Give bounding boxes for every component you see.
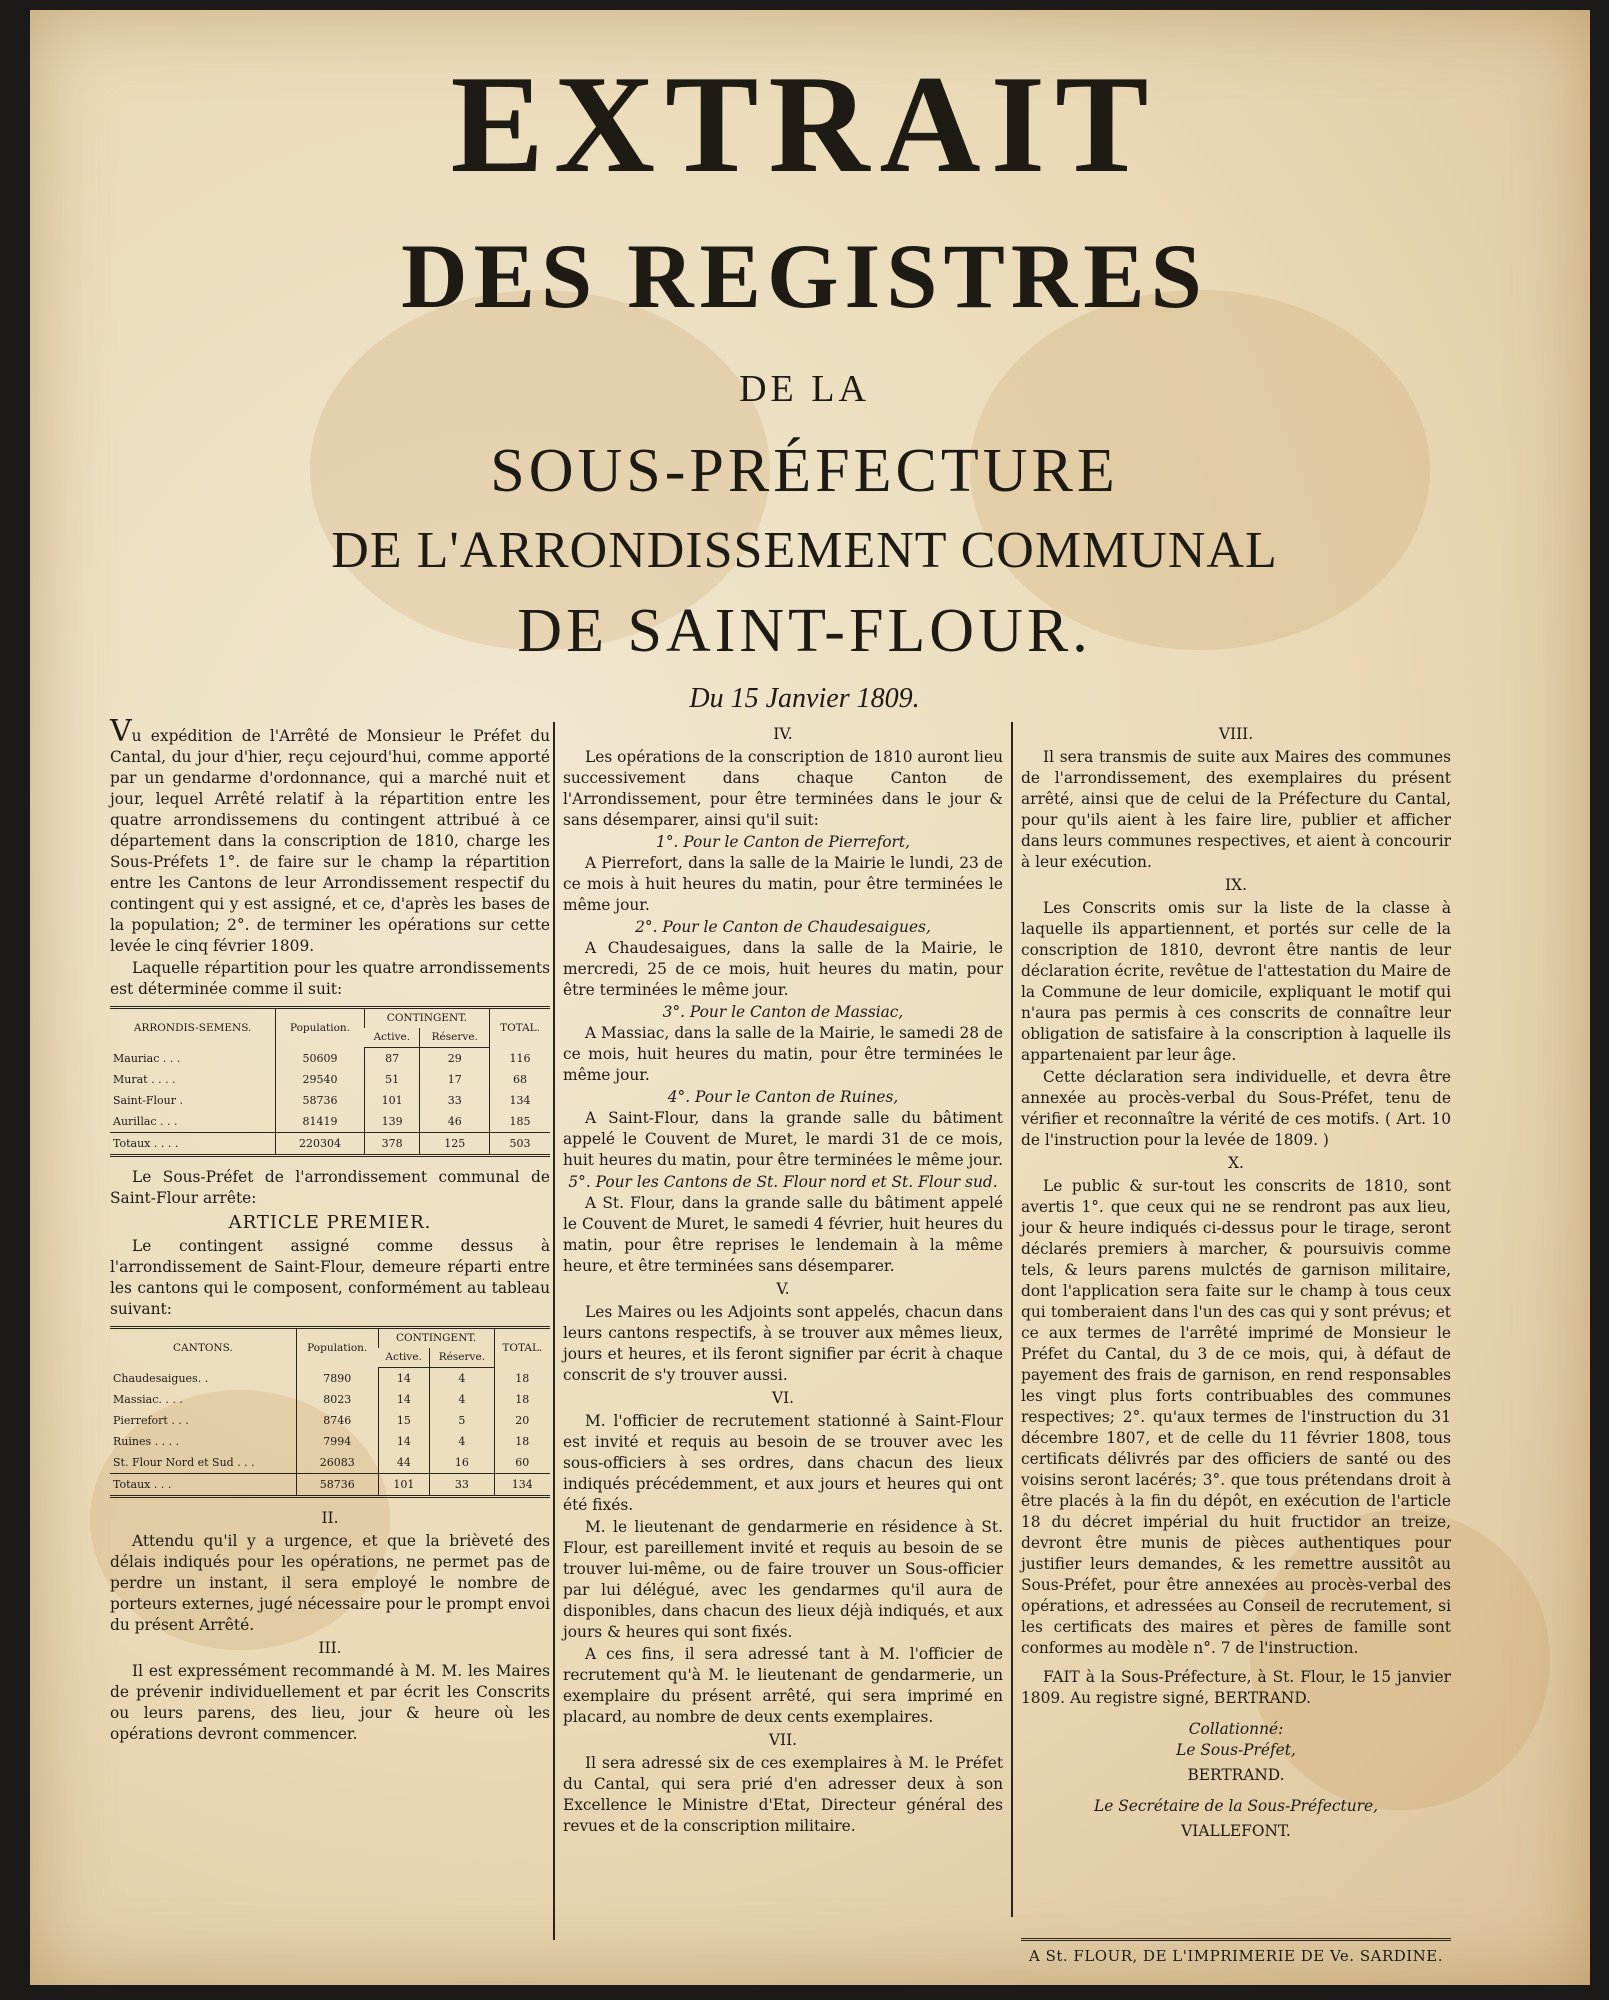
cell-active: 44 [378, 1452, 430, 1474]
column-rule [1011, 722, 1013, 1917]
cell-reserve: 5 [430, 1410, 494, 1431]
cell-active: 14 [378, 1368, 430, 1390]
arrondissements-table [110, 1006, 550, 1157]
paragraph: A ces fins, il sera adressé tant à M. l'officier de recrutement qu'à M. le lieutenant de gendarmerie, un exemplaire du présent arrêté, qui sera imprimé en placard, au nombre de deux cents exemplaires. [563, 1645, 1003, 1726]
col-header-reserve: Réserve. [420, 1028, 490, 1048]
col-header-name: CANTONS. [173, 1341, 233, 1354]
cell-total: 68 [490, 1069, 550, 1090]
table-row [110, 1368, 550, 1390]
canton-subheading: 5°. Pour les Cantons de St. Flour nord et St. Flour sud. [568, 1173, 998, 1191]
signature-bertrand: BERTRAND. [1187, 1766, 1285, 1784]
intro-paragraph [110, 714, 550, 957]
table-row [110, 1389, 550, 1410]
cell-name: Totaux . . . . [110, 1133, 276, 1156]
cell-name: Murat . . . . [113, 1073, 176, 1086]
article-heading: ARTICLE PREMIER. [228, 1212, 432, 1233]
cell-population: 29540 [276, 1069, 364, 1090]
article-heading: III. [318, 1639, 342, 1657]
cell-reserve: 46 [420, 1111, 490, 1133]
sous-prefet-label [1021, 1740, 1451, 1761]
cell-population: 58736 [276, 1090, 364, 1111]
col-header-active: Active. [378, 1348, 430, 1368]
cell-total: 116 [490, 1048, 550, 1070]
title-sous-prefecture: SOUS-PRÉFECTURE [490, 437, 1119, 505]
cell-name: Aurillac . . . [113, 1115, 178, 1128]
canton-subheading: 1°. Pour le Canton de Pierrefort, [656, 833, 910, 851]
intro-text: u expédition de l'Arrêté de Monsieur le Préfet du Cantal, du jour d'hier, reçu cejourd'hui, comme apporté par un gendarme d'ordonnance, qui a marché nuit et jour, lequel Arrêté relatif à la répartition entre les quatre arrondissemens du contingent attribué à ce département dans la conscription de 1810, charge les Sous-Préfets 1°. de faire sur le champ la répartition entre les Cantons de leur Arrondissement respectif du contingent qui y est assigné, et ce, d'après les bases de la population; 2°. de terminer les opérations sur cette levée le cinq février 1809. [110, 727, 550, 955]
article-heading: IV. [773, 725, 793, 743]
col-header-total: TOTAL. [490, 1008, 550, 1048]
article-heading: VIII. [1218, 725, 1254, 743]
cell-total: 18 [494, 1431, 550, 1452]
table-row [110, 1431, 550, 1452]
article-heading: V. [776, 1280, 790, 1298]
col-header-contingent: CONTINGENT. [378, 1328, 494, 1349]
article-heading: VI. [771, 1389, 795, 1407]
col-header-contingent: CONTINGENT. [364, 1008, 489, 1029]
table-row [110, 1111, 550, 1133]
title-saint-flour: DE SAINT-FLOUR. [517, 597, 1092, 665]
cell-reserve: 33 [430, 1474, 494, 1497]
paragraph: Le Sous-Préfet de l'arrondissement communal de Saint-Flour arrête: [110, 1168, 550, 1207]
column-rule [553, 722, 555, 1940]
column-1 [110, 714, 550, 1746]
cell-population: 58736 [296, 1474, 378, 1497]
cell-reserve: 4 [430, 1368, 494, 1390]
cell-total: 134 [494, 1474, 550, 1497]
title-de-la: DE LA [739, 368, 870, 410]
col-header-reserve: Réserve. [430, 1348, 494, 1368]
paragraph: M. l'officier de recrutement stationné à Saint-Flour est invité et requis au besoin de se trouver avec les sous-officiers à ses ordres, dans chacun des lieux indiqués précédemment, et aux jours et heures qui ont été fixés. [563, 1412, 1003, 1514]
title-arrondissement: DE L'ARRONDISSEMENT COMMUNAL [331, 522, 1278, 579]
cell-active: 14 [378, 1389, 430, 1410]
title-extrait: EXTRAIT [450, 47, 1159, 202]
paragraph: Les opérations de la conscription de 1810 auront lieu successivement dans chaque Canton de l'Arrondissement, pour être terminées dans le jour & sans désemparer, ainsi qu'il suit: [563, 748, 1003, 829]
table-row [110, 1452, 550, 1474]
column-3 [1021, 722, 1451, 1842]
cell-name: Saint-Flour . [113, 1094, 183, 1107]
article-heading: II. [321, 1509, 339, 1527]
cell-total: 185 [490, 1111, 550, 1133]
cell-population: 50609 [276, 1048, 364, 1070]
cell-population: 81419 [276, 1111, 364, 1133]
cell-name: Chaudesaigues. . [113, 1371, 209, 1385]
cell-population: 8746 [296, 1410, 378, 1431]
cell-population: 7890 [296, 1368, 378, 1390]
column-2 [563, 722, 1003, 1838]
paragraph: Les Maires ou les Adjoints sont appelés, chacun dans leurs cantons respectifs, à se trouver aux mêmes lieux, jours et heures, et ils feront signifier par écrit à chaque conscrit de s'y trouver aussi. [563, 1303, 1003, 1384]
cell-active: 101 [378, 1474, 430, 1497]
cell-active: 87 [364, 1048, 420, 1070]
table-total-row [110, 1474, 550, 1497]
table-row [110, 1090, 550, 1111]
cell-name: St. Flour Nord et Sud . . . [113, 1456, 255, 1469]
cell-name: Ruines . . . . [113, 1435, 180, 1448]
paragraph: A St. Flour, dans la grande salle du bâtiment appelé le Couvent de Muret, le samedi 4 février, huit heures du matin, pour être reprises le lendemain à la même heure, et être terminées sans désemparer. [563, 1194, 1003, 1275]
paragraph: Il sera adressé six de ces exemplaires à M. le Préfet du Cantal, qui sera prié d'en adresser deux à son Excellence le Ministre d'Etat, Directeur général des revues et de la conscription militaire. [563, 1754, 1003, 1835]
cell-active: 139 [364, 1111, 420, 1133]
paragraph: Laquelle répartition pour les quatre arrondissements est déterminée comme il suit: [110, 959, 550, 998]
paragraph: A Chaudesaigues, dans la salle de la Mairie, le mercredi, 25 de ce mois, huit heures du matin, pour être terminées le même jour. [563, 939, 1003, 999]
secretaire-label [1021, 1796, 1451, 1817]
title-registres: DES REGISTRES [401, 225, 1208, 327]
table-row [110, 1048, 550, 1070]
paragraph: M. le lieutenant de gendarmerie en résidence à St. Flour, est pareillement invité et requis au besoin de se trouver lui-même, ou de faire trouver un Sous-officier par lui délégué, avec les gendarmes qu'il aura de disponibles, dans chacun des lieux déjà indiqués, et aux jours & heures qui sont fixés. [563, 1518, 1003, 1641]
paragraph: Les Conscrits omis sur la liste de la classe à laquelle ils appartiennent, et portés sur celle de la conscription de 1810, devront être nantis de leur déclaration écrite, revêtue de l'attestation du Maire de la Commune de leur domicile, expliquant le motif qui n'aura pas permis à ces conscrits de connaître leur obligation de satisfaire à la conscription à laquelle ils appartenaient par leur âge. [1021, 899, 1451, 1064]
cell-reserve: 17 [420, 1069, 490, 1090]
article-heading: VII. [768, 1731, 798, 1749]
cell-population: 7994 [296, 1431, 378, 1452]
paragraph: Cette déclaration sera individuelle, et devra être annexée au procès-verbal du Sous-Préfet, tenu de vérifier et reconnaître la vérité de ces motifs. ( Art. 10 de l'instruction pour la levée de 1809. ) [1021, 1068, 1451, 1149]
cell-reserve: 33 [420, 1090, 490, 1111]
cell-name: Pierrefort . . . [113, 1414, 189, 1427]
cell-population: 8023 [296, 1389, 378, 1410]
paragraph: A Pierrefort, dans la salle de la Mairie le lundi, 23 de ce mois à huit heures du matin, pour être terminées le même jour. [563, 854, 1003, 914]
paragraph: A Saint-Flour, dans la grande salle du bâtiment appelé le Couvent de Muret, le mardi 31 de ce mois, huit heures du matin, pour être terminées le même jour. [563, 1109, 1003, 1169]
cell-name: Massiac. . . . [113, 1393, 183, 1406]
col-header-active: Active. [364, 1028, 420, 1048]
cell-total: 18 [494, 1368, 550, 1390]
cell-active: 378 [364, 1133, 420, 1156]
cell-total: 60 [494, 1452, 550, 1474]
cell-total: 134 [490, 1090, 550, 1111]
cell-reserve: 4 [430, 1431, 494, 1452]
table-total-row [110, 1133, 550, 1156]
sous-prefet-text: Le Sous-Préfet, [1176, 1741, 1296, 1759]
collationne-text: Collationné: [1188, 1720, 1284, 1738]
col-header-name: ARRONDIS-SEMENS. [133, 1021, 252, 1034]
cell-population: 26083 [296, 1452, 378, 1474]
cell-name: Mauriac . . . [113, 1051, 181, 1065]
article-heading: IX. [1225, 876, 1247, 894]
cell-active: 101 [364, 1090, 420, 1111]
cell-active: 51 [364, 1069, 420, 1090]
cell-total: 18 [494, 1389, 550, 1410]
cell-total: 20 [494, 1410, 550, 1431]
paragraph: Il est expressément recommandé à M. M. les Maires de prévenir individuellement et par écrit les Conscrits ou leurs parens, des lieu, jour & heure où les opérations devront commencer. [110, 1662, 550, 1743]
canton-subheading: 4°. Pour le Canton de Ruines, [667, 1088, 899, 1106]
signature-viallefont: VIALLEFONT. [1181, 1822, 1291, 1840]
printer-imprint: A St. FLOUR, DE L'IMPRIMERIE DE Ve. SARDINE. [1021, 1938, 1451, 1965]
paragraph: Il sera transmis de suite aux Maires des communes de l'arrondissement, des exemplaires du présent arrêté, ainsi que de celui de la Préfecture du Cantal, pour qu'ils aient à les faire lire, publier et afficher dans leurs communes respectives, et aient à concourir à leur exécution. [1021, 748, 1451, 871]
cantons-table [110, 1326, 550, 1498]
decree-date: Du 15 Janvier 1809. [689, 683, 920, 714]
secretaire-text: Le Secrétaire de la Sous-Préfecture, [1094, 1797, 1378, 1815]
cell-population: 220304 [276, 1133, 364, 1156]
article-heading: X. [1228, 1154, 1244, 1172]
cell-total: 503 [490, 1133, 550, 1156]
canton-subheading: 2°. Pour le Canton de Chaudesaigues, [635, 918, 931, 936]
col-header-population: Population. [276, 1008, 364, 1048]
cell-active: 14 [378, 1431, 430, 1452]
cell-reserve: 4 [430, 1389, 494, 1410]
paragraph: A Massiac, dans la salle de la Mairie, le samedi 28 de ce mois, huit heures du matin, pour être terminées le même jour. [563, 1024, 1003, 1084]
cell-active: 15 [378, 1410, 430, 1431]
col-header-total: TOTAL. [494, 1328, 550, 1368]
cell-reserve: 16 [430, 1452, 494, 1474]
fait-paragraph: FAIT à la Sous-Préfecture, à St. Flour, le 15 janvier 1809. Au registre signé, BERTRAND. [1021, 1668, 1451, 1707]
cell-name: Totaux . . . [110, 1474, 296, 1497]
table-row [110, 1069, 550, 1090]
paragraph: Le contingent assigné comme dessus à l'arrondissement de Saint-Flour, demeure réparti entre les cantons qui le composent, conformément au tableau suivant: [110, 1237, 550, 1318]
paragraph: Le public & sur-tout les conscrits de 1810, sont avertis 1°. que ceux qui ne se rendront pas aux lieu, jour & heure indiqués ci-dessus pour le tirage, seront déclarés premiers à marcher, & poursuivis comme tels, & leurs parens mulctés de garnison militaire, dont l'application sera faite sur le champ à tous ceux qui tomberaient dans l'un des cas qui y sont prévus; et ce aux termes de l'arrêté imprimé de Monsieur le Préfet du Cantal, du 3 de ce mois, qui, à défaut de payement des frais de garnison, en rend responsables les vingt plus forts contribuables des communes respectives; 2°. qu'aux termes de l'instruction du 31 décembre 1807, et de celle du 11 février 1808, tous certificats délivrés par des officiers de santé ou des voisins seront lacérés; 3°. que tous prétendans droit à être placés à la fin du dépôt, en exécution de l'article 18 du décret impérial du huit fructidor an treize, devront être munis de pièces authentiques pour justifier leurs demandes, & les remettre aussitôt au Sous-Préfet, pour être annexées au procès-verbal des opérations, et adressées au Conseil de recrutement, si les certificats des maires et pères de famille sont conformes au modèle n°. 7 de l'instruction. [1021, 1177, 1451, 1657]
cell-reserve: 29 [420, 1048, 490, 1070]
col-header-population: Population. [296, 1328, 378, 1368]
table-row [110, 1410, 550, 1431]
cell-reserve: 125 [420, 1133, 490, 1156]
paragraph: Attendu qu'il y a urgence, et que la brièveté des délais indiqués pour les opérations, ne permet pas de perdre un instant, il sera employé le nombre de porteurs externes, jugé nécessaire pour le prompt envoi du présent Arrêté. [110, 1532, 550, 1634]
collationne-label [1021, 1719, 1451, 1740]
canton-subheading: 3°. Pour le Canton de Massiac, [662, 1003, 904, 1021]
drop-cap: V [110, 714, 132, 749]
